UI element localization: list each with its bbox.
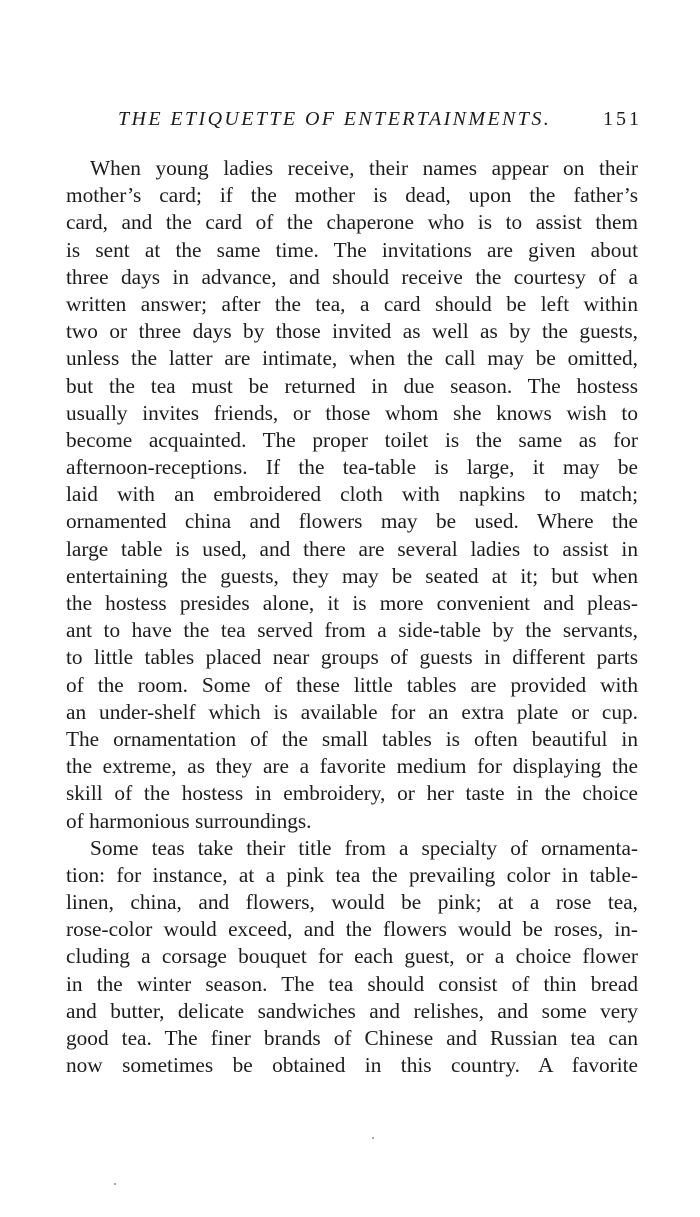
paragraph-1 [66,155,638,835]
text-line: ornamented china and flowers may be used. Where the [66,509,638,534]
text-line: the extreme, as they are a favorite medium for displaying the [66,754,638,779]
text-line: and butter, delicate sandwiches and relishes, and some very [66,998,638,1023]
text-line: laid with an embroidered cloth with napkins to match; [66,482,638,507]
text-line: in the winter season. The tea should consist of thin bread [66,971,638,996]
text-line: tion: for instance, at a pink tea the prevailing color in table- [66,862,638,887]
text-line: entertaining the guests, they may be seated at it; but when [66,563,638,588]
text-line: When young ladies receive, their names appear on their [90,156,638,180]
text-line: to little tables placed near groups of guests in different parts [66,645,638,670]
text-line: mother’s card; if the mother is dead, upon the father’s [66,183,638,208]
page-number: 151 [603,108,642,130]
paper-speck [372,1137,374,1139]
text-line: of harmonious surroundings. [66,808,312,833]
running-head [118,106,642,132]
paragraph-2 [66,835,638,1080]
text-line: skill of the hostess in embroidery, or her taste in the choice [66,781,638,806]
text-line: good tea. The finer brands of Chinese and Russian tea can [66,1026,638,1050]
text-line: is sent at the same time. The invitations are given about [66,237,638,262]
text-line: unless the latter are intimate, when the call may be omitted, [66,346,638,371]
text-line: usually invites friends, or those whom she knows wish to [66,400,638,425]
text-line: linen, china, and flowers, would be pink; at a rose tea, [66,890,638,915]
text-line: but the tea must be returned in due season. The hostess [66,373,638,398]
text-line: of the room. Some of these little tables are provided with [66,672,638,697]
text-line: three days in advance, and should receive the courtesy of a [66,264,638,289]
text-line: now sometimes be obtained in this country. A favorite [66,1053,638,1078]
running-title: THE ETIQUETTE OF ENTERTAINMENTS. [118,108,552,130]
text-line: ant to have the tea served from a side-table by the servants, [66,618,638,643]
text-line: the hostess presides alone, it is more convenient and pleas- [66,591,638,615]
text-line: an under-shelf which is available for an extra plate or cup. [66,699,638,724]
paper-speck [114,1183,116,1185]
text-line: cluding a corsage bouquet for each guest, or a choice flower [66,944,638,969]
text-line: rose-color would exceed, and the flowers would be roses, in- [66,917,638,942]
text-line: large table is used, and there are several ladies to assist in [66,536,638,561]
text-line: afternoon-receptions. If the tea-table is large, it may be [66,455,638,480]
body-text [66,155,638,1079]
text-line: two or three days by those invited as well as by the guests, [66,319,638,344]
text-line: become acquainted. The proper toilet is the same as for [66,427,638,452]
text-line: Some teas take their title from a specialty of ornamenta- [90,835,638,860]
text-line: card, and the card of the chaperone who is to assist them [66,210,638,235]
text-line: written answer; after the tea, a card should be left within [66,291,638,316]
text-line: The ornamentation of the small tables is often beautiful in [66,726,638,751]
